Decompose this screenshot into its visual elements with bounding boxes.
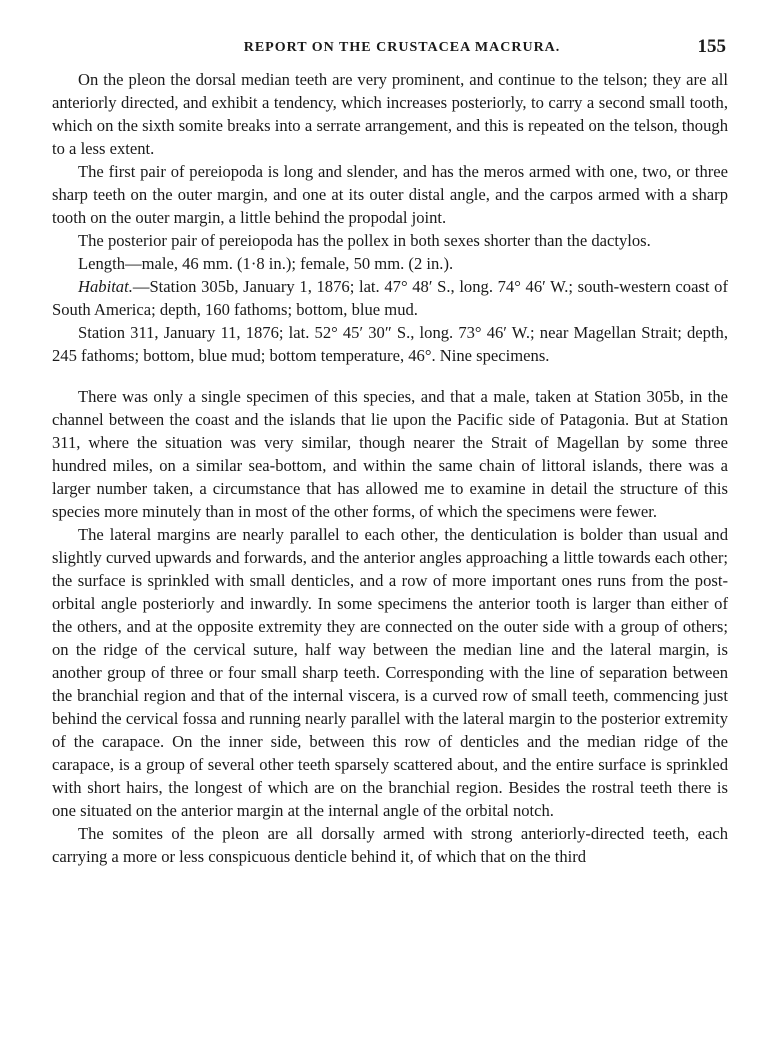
section-gap bbox=[52, 367, 728, 385]
paragraph-specimen-note: There was only a single specimen of this species, and that a male, taken at Station 305b, in the channel between the coast and the islands that lie upon the Pacific side of Patagonia. But at Station 311, where the situation was very similar, though nearer the Strait of Magellan by some three hundred miles, on a similar sea-bottom, and within the same chain of littoral islands, there was a larger number taken, a circumstance that has allowed me to examine in detail the structure of this species more minutely than in most of the other forms, of which the specimens were fewer. bbox=[52, 387, 728, 521]
paragraph-posterior-pereiopoda: The posterior pair of pereiopoda has the pollex in both sexes shorter than the dactylos. bbox=[78, 231, 651, 250]
paragraph-lateral-margins: The lateral margins are nearly parallel to each other, the denticulation is bolder than usual and slightly curved upwards and forwards, and the anterior angles approaching a little towards each other; the surface is sprinkled with small denticles, and a row of more important ones runs from the post-orbital angle posteriorly and inwardly. In some specimens the anterior tooth is larger than either of the others, and at the opposite extremity they are connected on the outer side with a group of others; on the ridge of the cervical suture, half way between the median line and the lateral margin, is another group of three or four small sharp teeth. Corresponding with the line of separation between the branchial region and that of the internal viscera, is a curved row of small teeth, commencing just behind the cervical fossa and running nearly parallel with the lateral margin to the posterior extremity of the carapace. On the inner side, between this row of denticles and the median ridge of the carapace, is a group of several other teeth sparsely scattered about, and the entire surface is sprinkled with short hairs, the longest of which are on the branchial region. Besides the rostral teeth there is one situated on the anterior margin at the internal angle of the orbital notch. bbox=[52, 525, 728, 820]
habitat-label: Habitat. bbox=[78, 277, 133, 296]
paragraph-length: Length—male, 46 mm. (1·8 in.); female, 50 mm. (2 in.). bbox=[78, 254, 454, 273]
paragraph-pleon-somites: The somites of the pleon are all dorsally armed with strong anteriorly-directed teeth, each carrying a more or less conspicuous denticle behind it, of which that on the third bbox=[52, 824, 728, 866]
habitat-text: —Station 305b, January 1, 1876; lat. 47° 48′ S., long. 74° 46′ W.; south-western coast of South America; depth, 160 fathoms; bottom, blue mud. bbox=[52, 277, 728, 319]
paragraph-first-pereiopoda: The first pair of pereiopoda is long and slender, and has the meros armed with one, two, or three sharp teeth on the outer margin, and one at its outer distal angle, and the carpos armed with a sharp tooth on the outer margin, a little behind the propodal joint. bbox=[52, 162, 728, 227]
running-head bbox=[52, 36, 728, 60]
document-page bbox=[52, 36, 728, 868]
paragraph-habitat bbox=[52, 275, 728, 321]
paragraph-station-311: Station 311, January 11, 1876; lat. 52° 45′ 30″ S., long. 73° 46′ W.; near Magellan Strait; depth, 245 fathoms; bottom, blue mud; bottom temperature, 46°. Nine specimens. bbox=[52, 323, 728, 365]
page-number: 155 bbox=[697, 36, 726, 57]
running-title: REPORT ON THE CRUSTACEA MACRURA. bbox=[243, 40, 561, 55]
paragraph-pleon-teeth: On the pleon the dorsal median teeth are very prominent, and continue to the telson; they are all anteriorly directed, and exhibit a tendency, which increases posteriorly, to carry a second small tooth, which on the sixth somite breaks into a serrate arrangement, and this is repeated on the telson, though to a less extent. bbox=[52, 70, 728, 158]
body-text bbox=[52, 68, 728, 868]
